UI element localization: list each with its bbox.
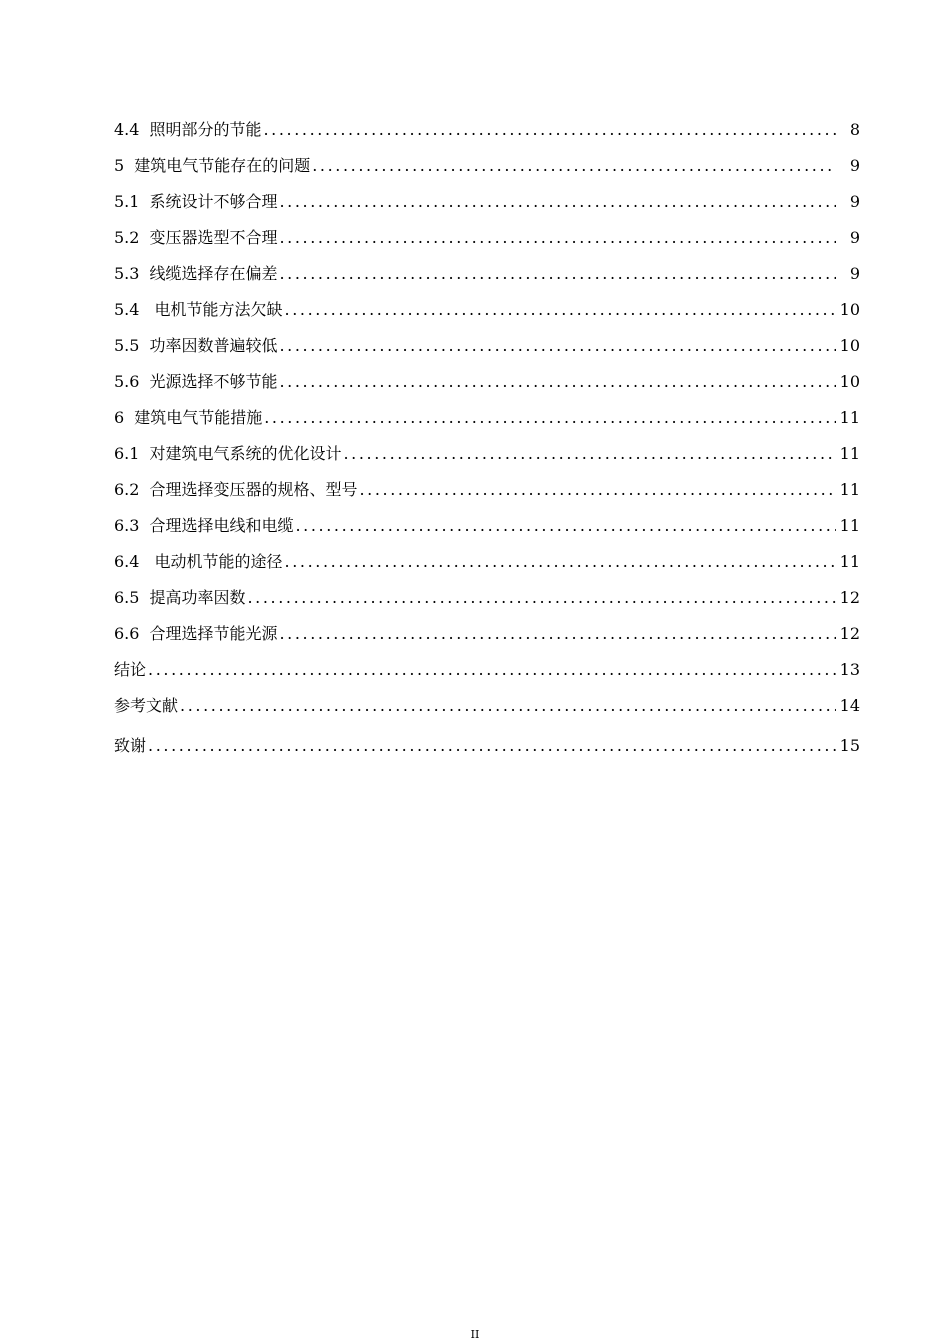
toc-entry-page: 11 [839,408,860,427]
toc-entry-title: 系统设计不够合理 [149,192,278,211]
toc-entry-number: 4.4 [114,120,140,139]
dot-leader [285,297,836,323]
toc-entry[interactable] [114,297,860,333]
toc-entry-page: 10 [839,372,860,391]
toc-entry-title: 合理选择节能光源 [149,624,278,643]
toc-entry-page: 11 [839,552,860,571]
toc-entry-page: 9 [849,228,860,247]
toc-entry[interactable] [114,405,860,441]
dot-leader [279,189,836,215]
dot-leader [285,549,836,575]
dot-leader [180,693,836,719]
toc-entry[interactable] [114,369,860,405]
toc-entry-page: 10 [839,336,860,355]
toc-entry-page: 14 [839,696,860,715]
toc-entry-title: 合理选择电线和电缆 [149,516,294,535]
toc-entry-page: 11 [839,480,860,499]
dot-leader [279,369,835,395]
toc-entry-number: 5.6 [114,372,140,391]
dot-leader [312,153,836,179]
toc-entry-number: 5.1 [114,192,140,211]
toc-entry[interactable] [114,733,860,769]
toc-entry-title: 结论 [114,660,147,679]
dot-leader [343,441,835,467]
dot-leader [359,477,835,503]
toc-entry-title: 电动机节能的途径 [149,552,283,571]
toc-entry-page: 9 [849,156,860,175]
toc-entry[interactable] [114,441,860,477]
dot-leader [279,333,835,359]
toc-entry-page: 12 [839,588,860,607]
toc-entry[interactable] [114,117,860,153]
dot-leader [148,657,836,683]
toc-entry-page: 8 [849,120,860,139]
toc-entry-page: 12 [839,624,860,643]
toc-entry[interactable] [114,477,860,513]
toc-entry[interactable] [114,261,860,297]
toc-entry-number: 6.4 [114,552,140,571]
dot-leader [279,225,836,251]
dot-leader [279,261,836,287]
toc-entry-title: 合理选择变压器的规格、型号 [149,480,358,499]
dot-leader [247,585,835,611]
toc-entry[interactable] [114,657,860,693]
toc-entry[interactable] [114,621,860,657]
toc-entry[interactable] [114,693,860,729]
toc-entry[interactable] [114,189,860,225]
toc-entry-number: 6.6 [114,624,140,643]
toc-entry-page: 10 [839,300,860,319]
dot-leader [148,733,836,759]
toc-entry-page: 11 [839,516,860,535]
toc-entry-title: 建筑电气节能措施 [134,408,263,427]
toc-entry[interactable] [114,513,860,549]
toc-entry-number: 6 [114,408,125,427]
toc-entry-page: 13 [839,660,860,679]
toc-entry-page: 9 [849,192,860,211]
toc-entry[interactable] [114,225,860,261]
toc-entry[interactable] [114,585,860,621]
toc-entry-title: 光源选择不够节能 [149,372,278,391]
toc-entry-title: 建筑电气节能存在的问题 [134,156,311,175]
dot-leader [263,117,836,143]
toc-entry-title: 对建筑电气系统的优化设计 [149,444,342,463]
toc-entry-number: 5.4 [114,300,140,319]
toc-entry-page: 9 [849,264,860,283]
toc-entry[interactable] [114,549,860,585]
toc-entry-title: 致谢 [114,736,147,755]
toc-entry-title: 功率因数普遍较低 [149,336,278,355]
toc-entry-number: 6.1 [114,444,140,463]
toc-entry-title: 提高功率因数 [149,588,246,607]
dot-leader [295,513,835,539]
toc-entry-title: 线缆选择存在偏差 [149,264,278,283]
toc-entry-title: 变压器选型不合理 [149,228,278,247]
toc-entry-title: 照明部分的节能 [149,120,262,139]
toc-entry-number: 5.2 [114,228,140,247]
toc-entry-page: 15 [839,736,860,755]
toc-entry-number: 5.5 [114,336,140,355]
dot-leader [279,621,835,647]
page-number: II [470,1328,480,1341]
toc-entry-number: 5.3 [114,264,140,283]
toc-entry-number: 6.3 [114,516,140,535]
toc-entry-number: 6.5 [114,588,140,607]
table-of-contents [114,117,860,769]
toc-entry[interactable] [114,153,860,189]
toc-entry-page: 11 [839,444,860,463]
toc-entry-title: 电机节能方法欠缺 [149,300,283,319]
toc-entry-number: 5 [114,156,125,175]
dot-leader [264,405,835,431]
toc-entry[interactable] [114,333,860,369]
toc-entry-title: 参考文献 [114,696,179,715]
toc-entry-number: 6.2 [114,480,140,499]
